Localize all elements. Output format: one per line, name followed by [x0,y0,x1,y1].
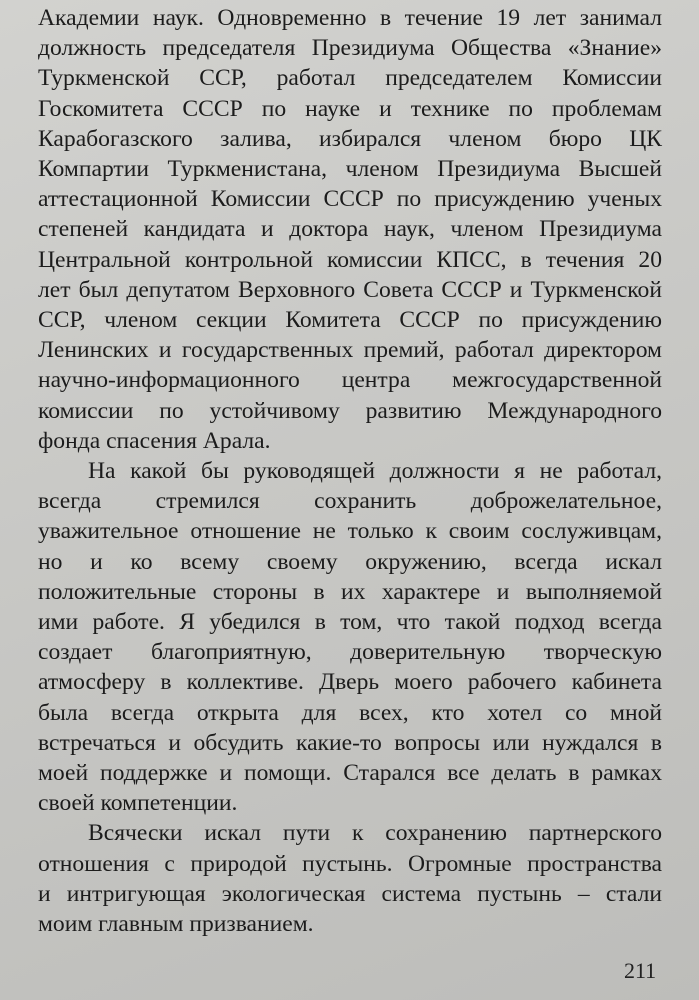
text-line: встречаться и обсудить какие-то вопросы или нуждался в [38,729,662,756]
text-line: создает благоприятную, доверительную творческую [38,639,662,666]
text-line: была всегда открыта для всех, кто хотел со мной [38,699,662,726]
page-number: 211 [624,958,657,983]
text-line: аттестационной Комиссии СССР по присуждению ученых [38,186,662,213]
text-line: комиссии по устойчивому развитию Международного [38,397,662,424]
text-line: отношения с природой пустынь. Огромные пространства [38,850,662,877]
text-line: На какой бы руководящей должности я не работал, [88,458,662,485]
text-line: Госкомитета СССР по науке и технике по проблемам [38,95,662,122]
text-line: Карабогазского залива, избирался членом бюро ЦК [38,125,662,152]
text-line: атмосферу в коллективе. Дверь моего рабочего кабинета [38,669,662,696]
text-line: моим главным призванием. [38,911,314,938]
paragraph-1 [38,3,662,456]
text-line: ими работе. Я убедился в том, что такой подход всегда [38,609,662,636]
text-line: своей компетенции. [38,790,238,817]
text-line: моей поддержке и помощи. Старался все делать в рамках [38,760,662,787]
paragraph-3 [38,818,662,939]
text-line: степеней кандидата и доктора наук, членом Президиума [38,216,662,243]
text-line: но и ко всему своему окружению, всегда искал [38,548,662,575]
text-line: фонда спасения Арала. [38,427,271,454]
paragraph-2 [38,456,662,818]
text-line: Компартии Туркменистана, членом Президиума Высшей [38,156,662,183]
text-line: Туркменской ССР, работал председателем Комиссии [38,65,662,92]
text-line: должность председателя Президиума Общества «Знание» [38,35,662,62]
text-line: Центральной контрольной комиссии КПСС, в течения 20 [38,246,662,273]
body-text [38,3,662,939]
text-line: Всячески искал пути к сохранению партнерского [88,820,662,847]
text-line: Ленинских и государственных премий, работал директором [38,337,662,364]
text-line: ССР, членом секции Комитета СССР по присуждению [38,307,662,334]
text-line: уважительное отношение не только к своим сослуживцам, [38,518,662,545]
text-line: лет был депутатом Верховного Совета СССР и Туркменской [38,276,662,303]
text-line: Академии наук. Одновременно в течение 19 лет занимал [38,5,662,31]
text-line: всегда стремился сохранить доброжелательное, [38,488,662,515]
text-line: научно-информационного центра межгосударственной [38,367,662,394]
text-line: и интригующая экологическая система пустынь – стали [38,880,662,907]
text-line: положительные стороны в их характере и выполняемой [38,578,662,605]
